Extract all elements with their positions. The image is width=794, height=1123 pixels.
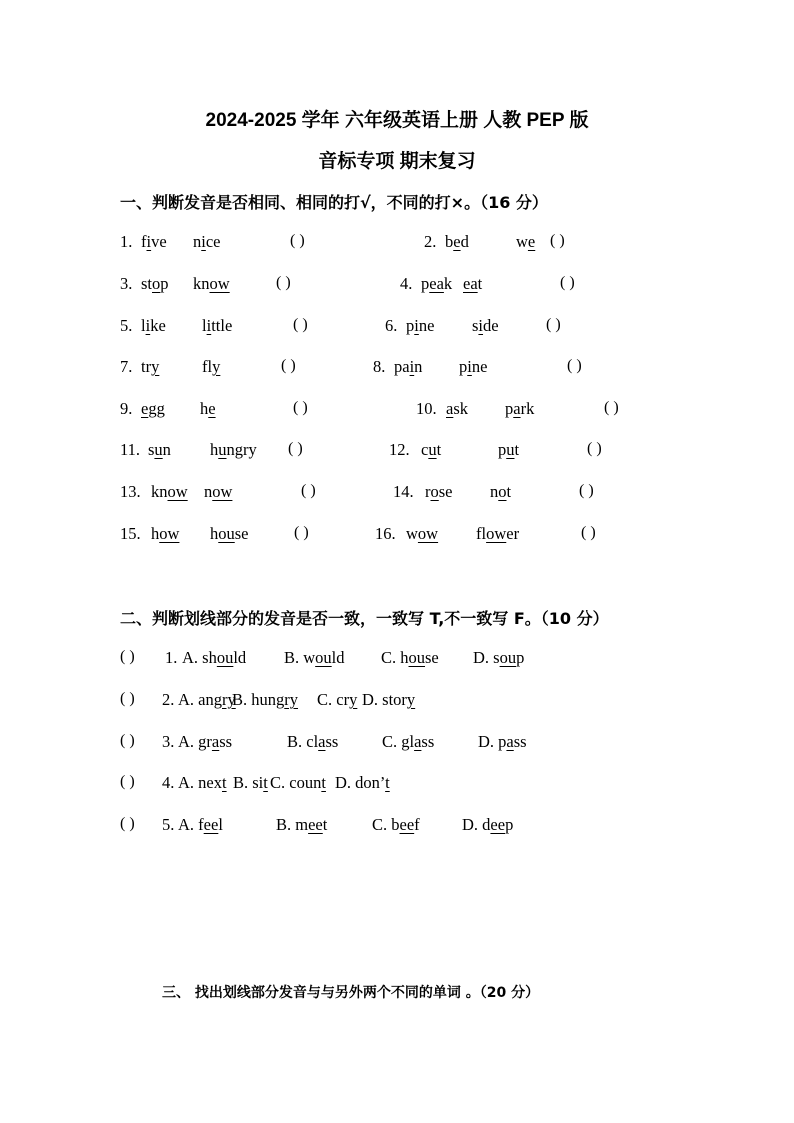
underlined-letters: ow — [167, 482, 188, 501]
word-2: he — [200, 399, 216, 418]
answer-blank[interactable]: ( ) — [581, 524, 596, 541]
underlined-letters: t — [321, 773, 326, 792]
underlined-letters: ow — [212, 482, 233, 501]
underlined-letters: e — [453, 232, 461, 251]
option: C. count — [270, 773, 326, 792]
page-title: 2024-2025 学年 六年级英语上册 人教 PEP 版 — [205, 110, 589, 131]
option: A. angry — [178, 690, 236, 709]
word-2: side — [472, 316, 499, 335]
question-number: 1. — [120, 232, 133, 251]
question-number: 8. — [373, 357, 386, 376]
word-1: sun — [148, 440, 171, 459]
answer-blank[interactable]: ( ) — [604, 399, 619, 416]
underlined-letters: a — [513, 399, 521, 418]
page-subtitle: 音标专项 期末复习 — [318, 151, 476, 172]
option: C. beef — [372, 815, 420, 834]
underlined-letters: i — [467, 357, 472, 376]
option: D. soup — [473, 648, 525, 667]
option: D. story — [362, 690, 416, 709]
underlined-letters: y — [212, 357, 221, 376]
underlined-letters: ow — [486, 524, 507, 543]
word-1: wow — [406, 524, 439, 543]
word-1: how — [151, 524, 180, 543]
underlined-letters: y — [349, 690, 358, 709]
answer-blank[interactable]: ( ) — [560, 274, 575, 291]
option: D. don’t — [335, 773, 390, 792]
answer-blank[interactable]: ( ) — [567, 357, 582, 374]
underlined-letters: i — [414, 316, 419, 335]
option: A. grass — [178, 732, 233, 751]
underlined-letters: ry — [222, 690, 236, 709]
underlined-letters: ou — [218, 524, 235, 543]
word-2: fly — [202, 357, 221, 376]
answer-blank[interactable]: ( ) — [579, 482, 594, 499]
answer-blank[interactable]: ( ) — [276, 274, 291, 291]
word-1: peak — [421, 274, 453, 293]
word-2: put — [498, 440, 520, 459]
word-2: pine — [459, 357, 488, 376]
question-number: 16. — [375, 524, 396, 543]
word-1: rose — [425, 482, 453, 501]
answer-blank[interactable]: ( ) — [293, 399, 308, 416]
answer-blank[interactable]: ( ) — [293, 316, 308, 333]
answer-blank[interactable]: ( ) — [120, 648, 135, 665]
section3-heading: 三、 找出划线部分发音与与另外两个不同的单词 。（20 分） — [162, 985, 540, 1001]
underlined-letters: i — [409, 357, 415, 376]
answer-blank[interactable]: ( ) — [288, 440, 303, 457]
word-2: hungry — [210, 440, 257, 459]
word-2: not — [490, 482, 512, 501]
question-number: 10. — [416, 399, 437, 418]
underlined-letters: a — [211, 732, 220, 751]
question-number: 3. — [120, 274, 133, 293]
answer-blank[interactable]: ( ) — [290, 232, 305, 249]
underlined-letters: ry — [284, 690, 299, 709]
word-2: now — [204, 482, 233, 501]
underlined-letters: ou — [315, 648, 332, 667]
option: A. next — [178, 773, 227, 792]
word-2: nice — [193, 232, 221, 251]
underlined-letters: o — [498, 482, 507, 501]
word-1: egg — [141, 399, 165, 418]
underlined-letters: e — [141, 399, 149, 418]
underlined-letters: e — [527, 232, 536, 251]
word-2: know — [193, 274, 230, 293]
underlined-letters: ee — [203, 815, 219, 834]
question-number: 5. — [162, 815, 175, 834]
word-1: stop — [141, 274, 169, 293]
underlined-letters: ow — [209, 274, 230, 293]
underlined-letters: u — [428, 440, 437, 459]
question-number: 9. — [120, 399, 133, 418]
word-2: little — [202, 316, 233, 335]
answer-blank[interactable]: ( ) — [301, 482, 316, 499]
option: B. class — [287, 732, 339, 751]
word-1: like — [141, 316, 166, 335]
question-number: 11. — [120, 440, 141, 459]
underlined-letters: t — [263, 773, 268, 792]
word-2: eat — [463, 274, 483, 293]
word-1: try — [141, 357, 160, 376]
underlined-letters: ow — [417, 524, 439, 543]
question-number: 4. — [162, 773, 175, 792]
question-number: 1. — [165, 648, 178, 667]
underlined-letters: t — [385, 773, 390, 792]
question-number: 12. — [389, 440, 410, 459]
question-number: 3. — [162, 732, 175, 751]
answer-blank[interactable]: ( ) — [120, 690, 135, 707]
section1-heading: 一、判断发音是否相同、相同的打√，不同的打×。（16 分） — [120, 193, 548, 212]
underlined-letters: ea — [429, 274, 444, 293]
underlined-letters: ea — [463, 274, 478, 293]
underlined-letters: ee — [308, 815, 323, 834]
answer-blank[interactable]: ( ) — [120, 815, 135, 832]
answer-blank[interactable]: ( ) — [120, 732, 135, 749]
underlined-letters: ee — [399, 815, 415, 834]
underlined-letters: a — [414, 732, 422, 751]
section2-heading: 二、判断划线部分的发音是否一致，一致写 T,不一致写 F。（10 分） — [120, 609, 609, 628]
underlined-letters: i — [145, 316, 151, 335]
option: B. meet — [276, 815, 328, 834]
option: D. pass — [478, 732, 527, 751]
answer-blank[interactable]: ( ) — [120, 773, 135, 790]
option: C. cry — [317, 690, 358, 709]
question-number: 7. — [120, 357, 133, 376]
underlined-letters: o — [430, 482, 439, 501]
question-number: 14. — [393, 482, 414, 501]
option: A. should — [182, 648, 247, 667]
underlined-letters: ou — [408, 648, 426, 667]
answer-blank[interactable]: ( ) — [281, 357, 296, 374]
answer-blank[interactable]: ( ) — [546, 316, 561, 333]
option: D. deep — [462, 815, 514, 834]
word-2: we — [516, 232, 536, 251]
option: A. feel — [178, 815, 223, 834]
answer-blank[interactable]: ( ) — [550, 232, 565, 249]
underlined-letters: u — [218, 440, 227, 459]
word-1: cut — [421, 440, 442, 459]
word-1: bed — [445, 232, 469, 251]
underlined-letters: u — [506, 440, 515, 459]
underlined-letters: a — [506, 732, 514, 751]
word-2: flower — [476, 524, 520, 543]
answer-blank[interactable]: ( ) — [294, 524, 309, 541]
word-1: know — [151, 482, 188, 501]
question-number: 5. — [120, 316, 133, 335]
underlined-letters: y — [151, 357, 160, 376]
word-2: house — [210, 524, 249, 543]
underlined-letters: e — [208, 399, 216, 418]
word-1: ask — [446, 399, 468, 418]
underlined-letters: i — [478, 316, 484, 335]
question-number: 2. — [162, 690, 175, 709]
question-number: 13. — [120, 482, 141, 501]
question-number: 4. — [400, 274, 413, 293]
question-number: 2. — [424, 232, 437, 251]
word-1: pain — [394, 357, 423, 376]
answer-blank[interactable]: ( ) — [587, 440, 602, 457]
underlined-letters: ow — [159, 524, 180, 543]
option: C. house — [381, 648, 439, 667]
word-2: park — [505, 399, 535, 418]
underlined-letters: ee — [490, 815, 506, 834]
underlined-letters: ou — [216, 648, 234, 667]
word-1: five — [141, 232, 167, 251]
underlined-letters: i — [146, 232, 152, 251]
underlined-letters: y — [406, 690, 416, 709]
option: B. hungry — [232, 690, 299, 709]
underlined-letters: i — [201, 232, 206, 251]
option: B. would — [284, 648, 345, 667]
underlined-letters: a — [318, 732, 326, 751]
option: B. sit — [233, 773, 268, 792]
underlined-letters: a — [446, 399, 454, 418]
question-number: 6. — [385, 316, 398, 335]
option: C. glass — [382, 732, 435, 751]
underlined-letters: i — [206, 316, 212, 335]
underlined-letters: ou — [499, 648, 517, 667]
underlined-letters: u — [154, 440, 163, 459]
word-1: pine — [406, 316, 435, 335]
underlined-letters: o — [152, 274, 161, 293]
question-number: 15. — [120, 524, 141, 543]
underlined-letters: t — [222, 773, 227, 792]
